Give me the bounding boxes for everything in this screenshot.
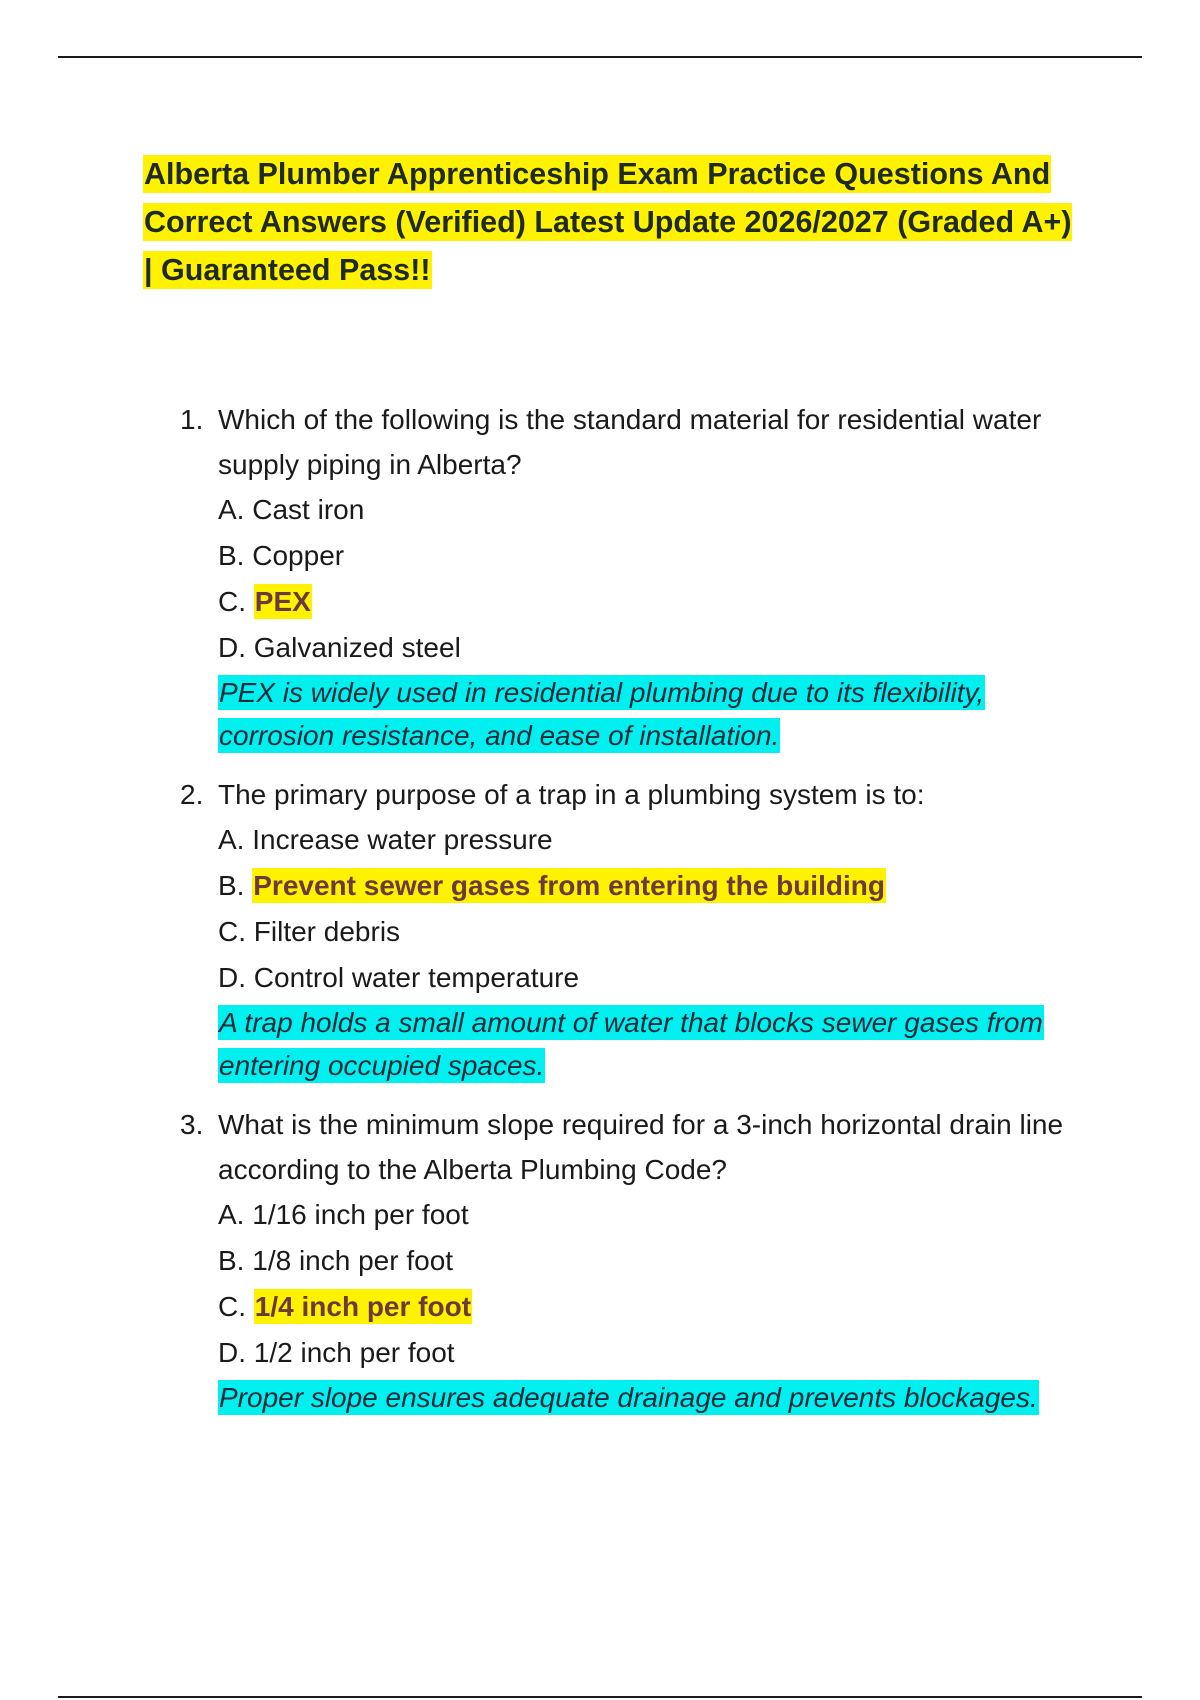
option-b: B. Copper: [218, 540, 345, 571]
rationale: [218, 1376, 1100, 1419]
option-a: A. 1/16 inch per foot: [218, 1199, 469, 1230]
rationale-highlight: PEX is widely used in residential plumbing due to its flexibility, corrosion resistance, and ease of installation.: [219, 677, 985, 751]
question-number: 2.: [180, 779, 204, 810]
document-title: [143, 150, 1083, 294]
option-d: D. Galvanized steel: [218, 632, 461, 663]
question-3: [180, 1102, 1100, 1419]
question-text: The primary purpose of a trap in a plumbing system is to:: [218, 779, 925, 810]
correct-answer-highlight: Prevent sewer gases from entering the building: [253, 870, 885, 901]
option-b: B. 1/8 inch per foot: [218, 1245, 454, 1276]
option-c: C. Filter debris: [218, 916, 401, 947]
option-c-correct: C. PEX: [218, 586, 311, 617]
question-2: [180, 772, 1100, 1087]
rationale: [218, 1001, 1100, 1087]
top-rule: [58, 56, 1142, 58]
question-text: Which of the following is the standard material for residential water supply piping in Alberta?: [218, 404, 1042, 480]
question-number: 3.: [180, 1109, 204, 1140]
question-list: [180, 397, 1100, 1434]
question-text: What is the minimum slope required for a 3-inch horizontal drain line according to the Alberta Plumbing Code?: [218, 1109, 1064, 1185]
title-highlight: Alberta Plumber Apprenticeship Exam Practice Questions And Correct Answers (Verified) Latest Update 2026/2027 (Graded A+) | Guaranteed Pass!!: [144, 157, 1072, 287]
option-a: A. Cast iron: [218, 494, 365, 525]
option-b-correct: B. Prevent sewer gases from entering the building: [218, 870, 885, 901]
correct-answer-highlight: PEX: [254, 586, 311, 617]
question-1: [180, 397, 1100, 757]
rationale-highlight: Proper slope ensures adequate drainage and prevents blockages.: [219, 1382, 1038, 1413]
option-d: D. 1/2 inch per foot: [218, 1337, 455, 1368]
rationale: [218, 671, 1100, 757]
option-a: A. Increase water pressure: [218, 824, 553, 855]
question-number: 1.: [180, 404, 204, 435]
correct-answer-highlight: 1/4 inch per foot: [254, 1291, 472, 1322]
option-d: D. Control water temperature: [218, 962, 580, 993]
bottom-rule: [58, 1696, 1142, 1698]
option-c-correct: C. 1/4 inch per foot: [218, 1291, 472, 1322]
rationale-highlight: A trap holds a small amount of water that blocks sewer gases from entering occupied spaces.: [219, 1007, 1043, 1081]
